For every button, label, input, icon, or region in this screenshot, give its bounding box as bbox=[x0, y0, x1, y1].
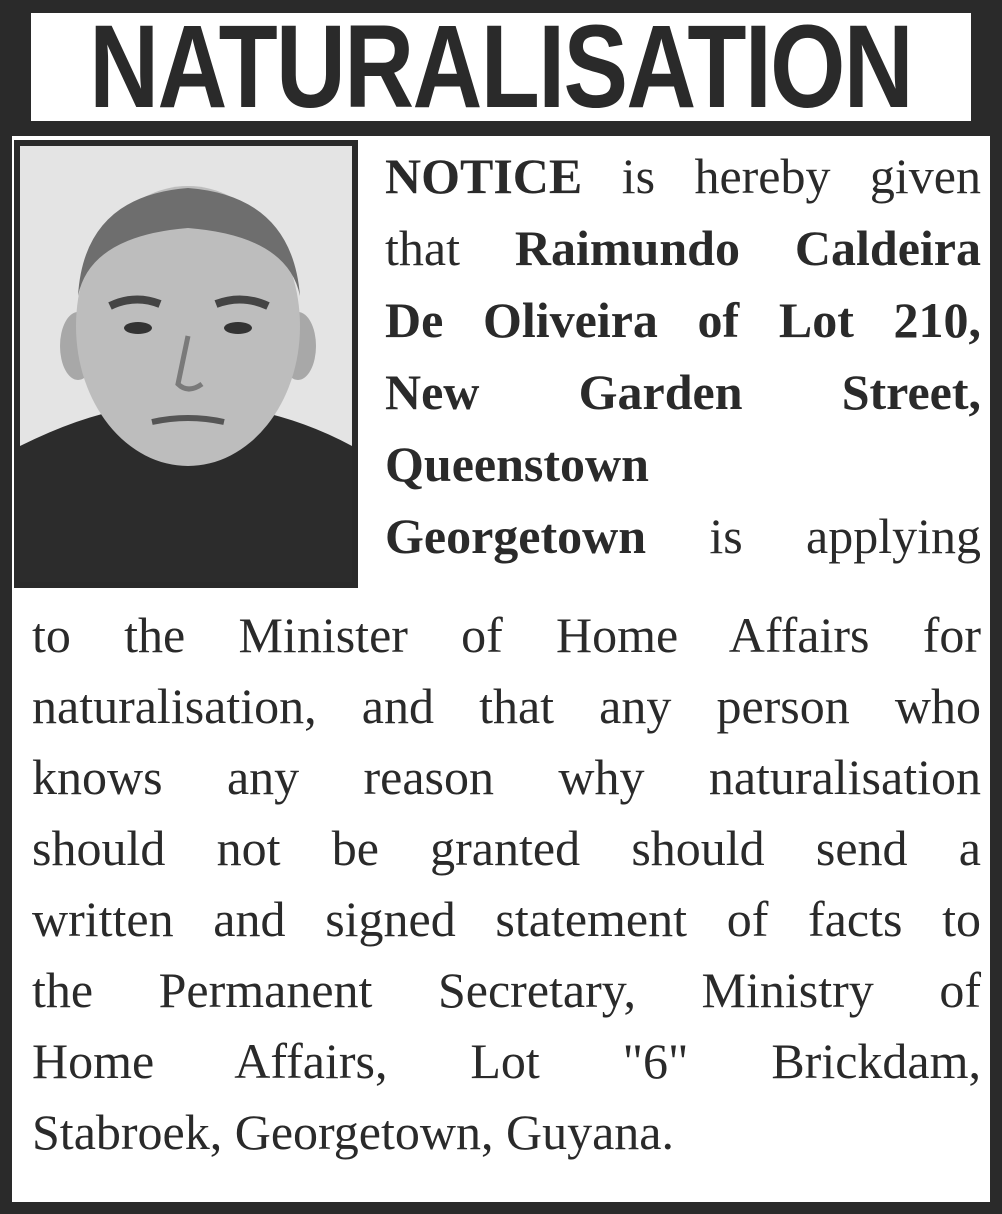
notice-line-2: that Raimundo Caldeira bbox=[385, 220, 981, 276]
applicant-name: Raimundo Caldeira bbox=[514, 220, 981, 276]
body-line: Stabroek, Georgetown, Guyana. bbox=[32, 1104, 674, 1160]
header-title-box bbox=[31, 13, 971, 121]
notice-panel bbox=[12, 136, 990, 1202]
notice-line-4: New Garden Street, bbox=[385, 364, 981, 420]
applicant-photo bbox=[20, 146, 352, 582]
notice-line-3: De Oliveira of Lot 210, bbox=[385, 292, 981, 348]
body-line: the Permanent Secretary, Ministry of bbox=[32, 962, 981, 1018]
header-bar bbox=[6, 6, 996, 128]
body-line: should not be granted should send a bbox=[32, 820, 981, 876]
notice-line-6: Georgetown is applying bbox=[385, 508, 981, 564]
notice-line-5: Queenstown bbox=[385, 436, 649, 492]
notice-keyword: NOTICE bbox=[385, 148, 583, 204]
applicant-photo-frame bbox=[14, 140, 358, 588]
notice-line-1: NOTICE is hereby given bbox=[385, 148, 981, 204]
body-line: written and signed statement of facts to bbox=[32, 891, 981, 947]
body-line: Home Affairs, Lot "6" Brickdam, bbox=[32, 1033, 981, 1089]
body-line: to the Minister of Home Affairs for bbox=[32, 607, 981, 663]
body-line: naturalisation, and that any person who bbox=[32, 678, 981, 734]
notice-text-body bbox=[32, 600, 981, 1168]
body-line: knows any reason why naturalisation bbox=[32, 749, 981, 805]
notice-text-top bbox=[385, 140, 981, 572]
notice-title: NATURALISATION bbox=[89, 13, 913, 121]
